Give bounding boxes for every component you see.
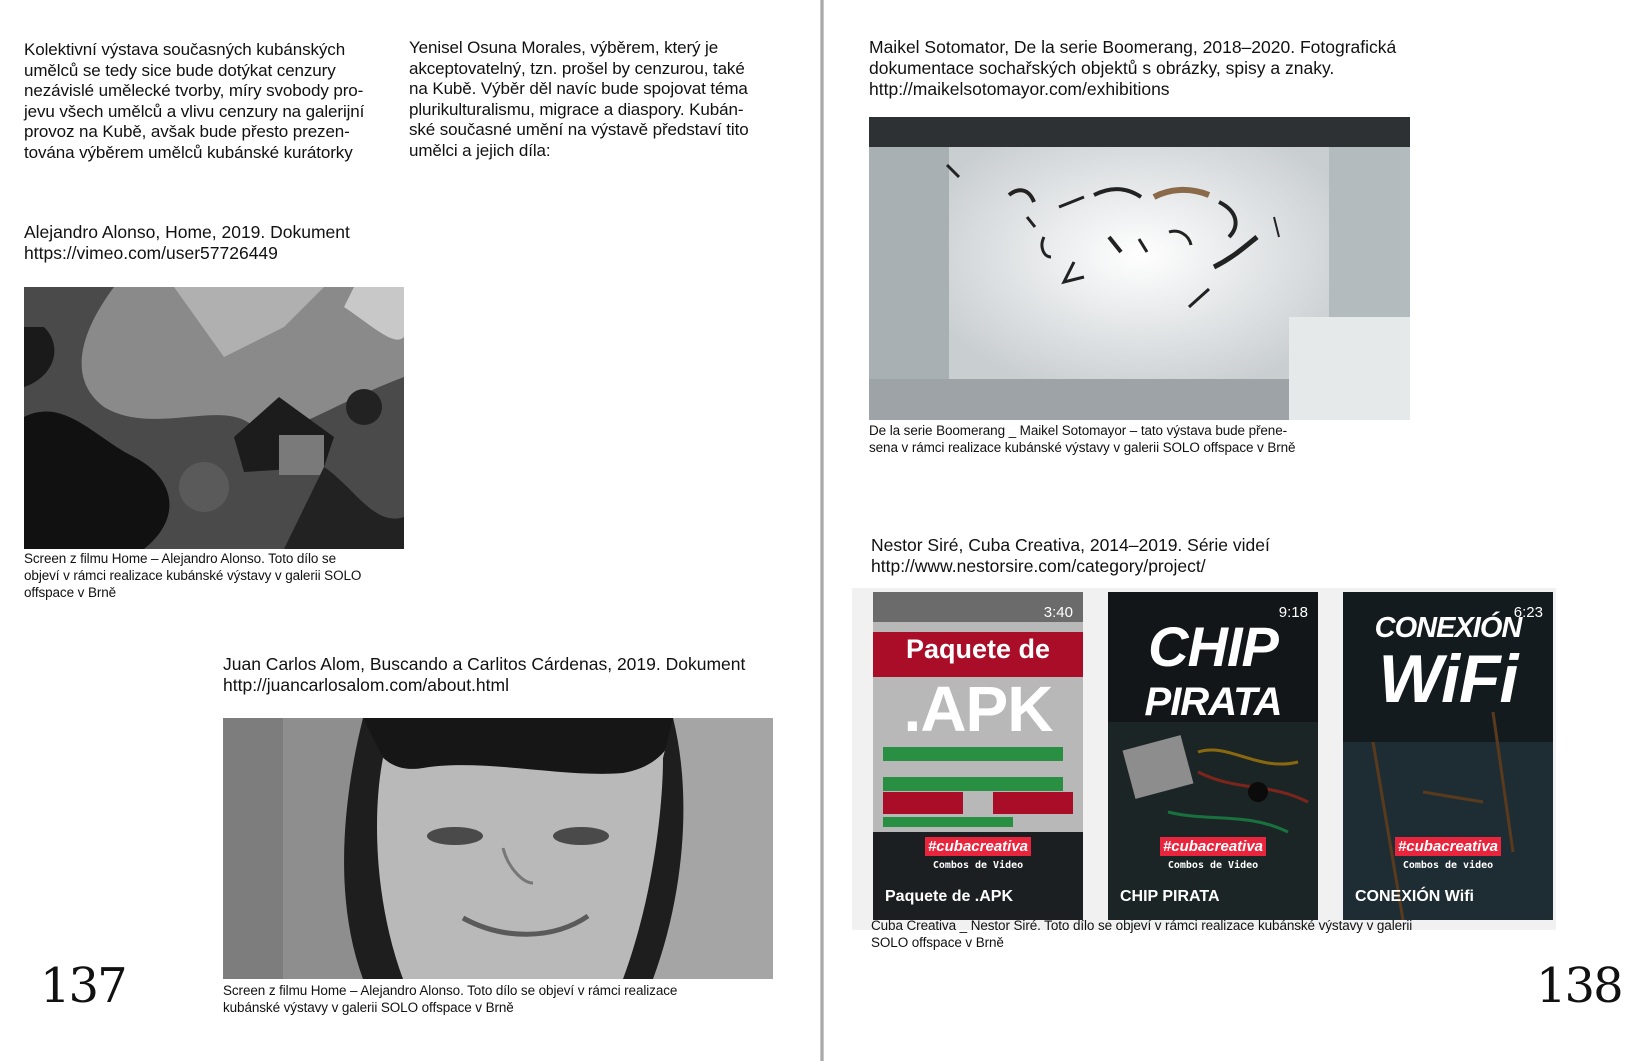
hashtag-badge: #cubacreativa: [873, 838, 1083, 856]
thumb-label: Paquete de .APK: [885, 888, 1014, 905]
thumb-title-line2: PIRATA: [1144, 680, 1282, 724]
thumb-title-line1: CHIP: [1148, 615, 1278, 678]
caption-sire: Cuba Creativa _ Nestor Siré. Toto dílo se objeví v rámci realizace kubánské výstavy v galerii SOLO offspace v Brně: [871, 918, 1413, 950]
hashtag-badge: #cubacreativa: [1108, 838, 1318, 856]
thumb-title-line1: CONEXIÓN: [1374, 612, 1522, 644]
boomerang-exhibition-photo: [869, 117, 1410, 420]
work-heading-alonso: Alejandro Alonso, Home, 2019. Dokument https://vimeo.com/user57726449: [24, 222, 350, 263]
thumbnail-conexion-wifi[interactable]: [1343, 592, 1553, 920]
caption-alom: Screen z filmu Home – Alejandro Alonso. Toto dílo se objeví v rámci realizace kubánské výstavy v galerii SOLO offspace v Brně: [223, 983, 678, 1015]
caption-sotomayor: De la serie Boomerang _ Maikel Sotomayor – tato výstava bude přene- sena v rámci realizace kubánské výstavy v galerii SOLO offspace v Brně: [869, 423, 1296, 455]
thumb-label: CHIP PIRATA: [1120, 888, 1220, 905]
duration-label: 6:23: [1513, 604, 1543, 621]
home-film-still: [24, 287, 404, 549]
thumb-title-line1: Paquete de: [905, 634, 1051, 664]
duration-label: 3:40: [1043, 604, 1073, 621]
work-heading-sire: Nestor Siré, Cuba Creativa, 2014–2019. Série videí http://www.nestorsire.com/category/project/: [871, 535, 1270, 576]
thumbnail-chip-pirata[interactable]: [1108, 592, 1318, 920]
intro-text-column-2: Yenisel Osuna Morales, výběrem, který je akceptovatelný, tzn. prošel by cenzurou, také na Kubě. Výběr děl navíc bude spojovat téma plurikulturalismu, migrace a diaspory. Kubán- ské současné umění na výstavě představí tito umělci a jejich díla:: [409, 38, 749, 160]
thumb-subtitle: Combos de video: [1402, 860, 1494, 871]
thumbnail-paquete-apk[interactable]: [873, 592, 1083, 920]
duration-label: 9:18: [1278, 604, 1308, 621]
page-number-right: 138: [1536, 958, 1622, 1014]
alom-film-still: [223, 718, 773, 979]
cuba-creativa-thumbnails: [852, 588, 1556, 930]
intro-text-column-1: Kolektivní výstava současných kubánských umělců se tedy sice bude dotýkat cenzury nezávislé umělecké tvorby, míry svobody pro- jevu všech umělců a vlivu cenzury na galerijní provoz na Kubě, avšak bude přesto prezen- tována výběrem umělců kubánské kurátorky: [24, 40, 365, 162]
thumb-title-line2: .APK: [903, 673, 1053, 745]
page-number-left: 137: [40, 958, 126, 1014]
work-heading-sotomayor: Maikel Sotomator, De la serie Boomerang, 2018–2020. Fotografická dokumentace sochařských objektů s obrázky, spisy a znaky. http://maikelsotomayor.com/exhibitions: [869, 37, 1397, 99]
thumb-label: CONEXIÓN Wifi: [1355, 888, 1474, 905]
right-page: [824, 0, 1641, 1061]
work-heading-alom: Juan Carlos Alom, Buscando a Carlitos Cárdenas, 2019. Dokument http://juancarlosalom.com/about.html: [223, 654, 746, 695]
thumb-subtitle: Combos de Video: [1167, 860, 1259, 871]
hashtag-badge: #cubacreativa: [1343, 838, 1553, 856]
thumb-title-line2: WiFi: [1378, 641, 1518, 717]
left-page: [0, 0, 820, 1061]
thumb-subtitle: Combos de Video: [932, 860, 1024, 871]
caption-alonso: Screen z filmu Home – Alejandro Alonso. Toto dílo se objeví v rámci realizace kubánské výstavy v galerii SOLO offspace v Brně: [24, 551, 362, 600]
